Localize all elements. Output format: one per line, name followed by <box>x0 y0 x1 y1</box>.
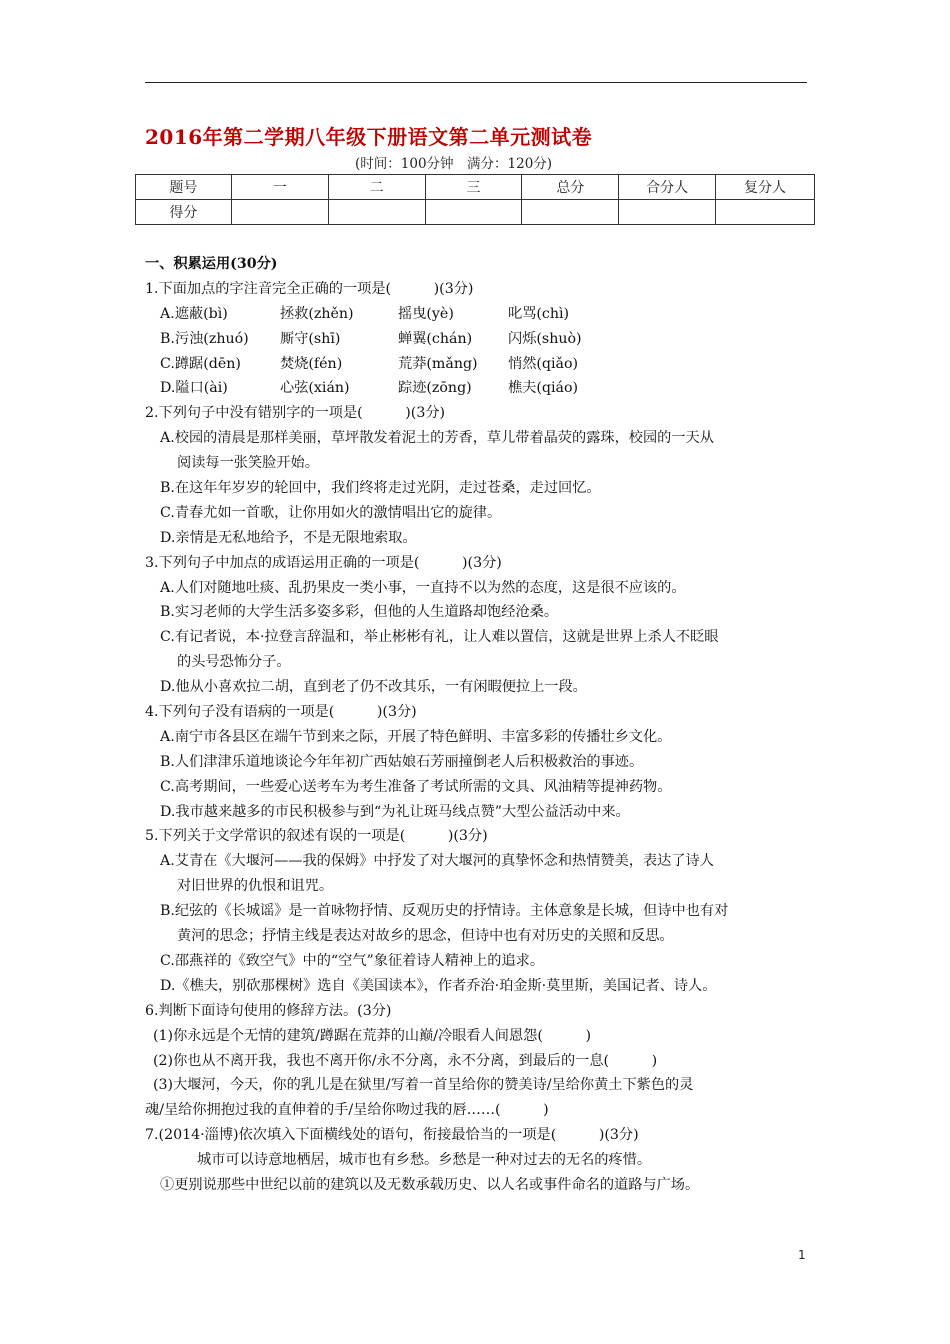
page-title: 2016年第二学期八年级下册语文第二单元测试卷 <box>145 125 593 149</box>
table-cell: 得分 <box>136 200 232 225</box>
option-item: 厮守(shī) <box>280 330 341 347</box>
sub-question-continued: 魂/呈给你拥抱过我的直伸着的手/呈给你吻过我的唇……( ) <box>145 1102 549 1119</box>
option-item: 荒莽(mǎng) <box>398 355 478 372</box>
option-row <box>145 352 810 377</box>
sub-question: (2)你也从不离开我，我也不离开你/永不分离，永不分离，到最后的一息( ) <box>153 1052 658 1069</box>
table-cell <box>619 200 716 225</box>
exam-content <box>145 252 810 1198</box>
option-text: D.《樵夫，别砍那棵树》选自《美国读本》，作者乔治·珀金斯·莫里斯，美国记者、诗人。 <box>160 977 717 994</box>
table-row <box>136 175 815 200</box>
option-item: 拯救(zhěn) <box>280 305 354 322</box>
option-text: C.邵燕祥的《致空气》中的“空气”象征着诗人精神上的追求。 <box>160 952 545 969</box>
question-stem: 7.(2014·淄博)依次填入下面横线处的语句，衔接最恰当的一项是( )(3分) <box>145 1127 639 1144</box>
option-item: 焚烧(fén) <box>280 355 343 372</box>
option-row <box>145 302 810 327</box>
option-row <box>145 327 810 352</box>
table-header-cell: 三 <box>425 175 522 200</box>
option-text: D.我市越来越多的市民积极参与到“为礼让斑马线点赞”大型公益活动中来。 <box>160 803 630 820</box>
table-header-cell: 总分 <box>522 175 619 200</box>
question-stem: 3.下列句子中加点的成语运用正确的一项是( )(3分) <box>145 554 502 571</box>
option-item: 悄然(qiǎo) <box>508 355 579 372</box>
option-text: C.青春尤如一首歌，让你用如火的激情唱出它的旋律。 <box>160 504 502 521</box>
option-text-continued: 的头号恐怖分子。 <box>177 654 291 671</box>
option-text-continued: 对旧世界的仇恨和诅咒。 <box>177 878 334 895</box>
option-text: A.人们对随地吐痰、乱扔果皮一类小事，一直持不以为然的态度，这是很不应该的。 <box>160 579 686 596</box>
option-item: 踪迹(zōng) <box>398 380 472 397</box>
table-cell <box>425 200 522 225</box>
table-header-cell: 二 <box>328 175 425 200</box>
table-header-cell: 一 <box>231 175 328 200</box>
option-text: D.亲情是无私地给予，不是无限地索取。 <box>160 529 417 546</box>
option-text: A.艾青在《大堰河——我的保姆》中抒发了对大堰河的真挚怀念和热情赞美，表达了诗人 <box>160 853 714 870</box>
option-text: B.人们津津乐道地谈论今年年初广西姑娘石芳丽撞倒老人后积极救治的事迹。 <box>160 753 644 770</box>
option-item: B.污浊(zhuó) <box>160 330 249 347</box>
question-stem: 1.下面加点的字注音完全正确的一项是( )(3分) <box>145 280 474 297</box>
question-stem: 6.判断下面诗句使用的修辞方法。(3分) <box>145 1002 392 1019</box>
option-text: D.他从小喜欢拉二胡，直到老了仍不改其乐，一有闲暇便拉上一段。 <box>160 679 587 696</box>
top-rule <box>145 82 807 83</box>
option-item: D.隘口(ài) <box>160 380 228 397</box>
page-number: 1 <box>798 1248 806 1262</box>
option-text: B.纪弦的《长城谣》是一首咏物抒情、反观历史的抒情诗。主体意象是长城，但诗中也有对 <box>160 903 729 920</box>
option-item: 樵夫(qiáo) <box>508 380 579 397</box>
option-item: 心弦(xián) <box>280 380 350 397</box>
table-cell <box>231 200 328 225</box>
passage-text: 城市可以诗意地栖居，城市也有乡愁。乡愁是一种对过去的无名的疼惜。 <box>197 1152 652 1169</box>
option-item: 摇曳(yè) <box>398 305 454 322</box>
option-row <box>145 376 810 401</box>
section-heading: 一、积累运用(30分) <box>145 256 278 272</box>
option-text-continued: 黄河的思念；抒情主线是表达对故乡的思念，但诗中也有对历史的关照和反思。 <box>177 928 674 945</box>
option-text: C.高考期间，一些爱心送考车为考生准备了考试所需的文具、风油精等提神药物。 <box>160 778 672 795</box>
option-text: A.南宁市各县区在端午节到来之际，开展了特色鲜明、丰富多彩的传播壮乡文化。 <box>160 728 672 745</box>
table-cell <box>328 200 425 225</box>
sub-question: (3)大堰河，今天，你的乳儿是在狱里/写着一首呈给你的赞美诗/呈给你黄土下紫色的灵 <box>153 1077 694 1094</box>
option-item: 闪烁(shuò) <box>508 330 582 347</box>
option-item: C.蹲踞(dēn) <box>160 355 241 372</box>
table-cell <box>522 200 619 225</box>
table-header-cell: 复分人 <box>716 175 815 200</box>
question-stem: 2.下列句子中没有错别字的一项是( )(3分) <box>145 405 446 422</box>
option-text: B.实习老师的大学生活多姿多彩，但他的人生道路却饱经沧桑。 <box>160 604 559 621</box>
sub-question: (1)你永远是个无情的建筑/蹲踞在荒莽的山巅/冷眼看人间恩怨( ) <box>153 1027 591 1044</box>
question-stem: 5.下列关于文学常识的叙述有误的一项是( )(3分) <box>145 828 488 845</box>
table-cell <box>716 200 815 225</box>
score-table <box>135 174 815 225</box>
passage-item: ①更别说那些中世纪以前的建筑以及无数承载历史、以人名或事件命名的道路与广场。 <box>160 1176 700 1193</box>
option-text-continued: 阅读每一张笑脸开始。 <box>177 455 319 472</box>
option-text: B.在这年年岁岁的轮回中，我们终将走过光阴，走过苍桑，走过回忆。 <box>160 480 601 497</box>
option-text: C.有记者说，本·拉登言辞温和，举止彬彬有礼，让人难以置信，这就是世界上杀人不眨眼 <box>160 629 719 646</box>
option-text: A.校园的清晨是那样美丽，草坪散发着泥土的芳香，草儿带着晶荧的露珠，校园的一天从 <box>160 430 714 447</box>
question-stem: 4.下列句子没有语病的一项是( )(3分) <box>145 704 417 721</box>
option-item: 蝉翼(chán) <box>398 330 473 347</box>
option-item: 叱骂(chì) <box>508 305 570 322</box>
table-header-cell: 题号 <box>136 175 232 200</box>
exam-info: (时间：100分钟 满分：120分) <box>355 156 553 172</box>
table-row <box>136 200 815 225</box>
option-item: A.遮蔽(bì) <box>160 305 228 322</box>
table-header-cell: 合分人 <box>619 175 716 200</box>
